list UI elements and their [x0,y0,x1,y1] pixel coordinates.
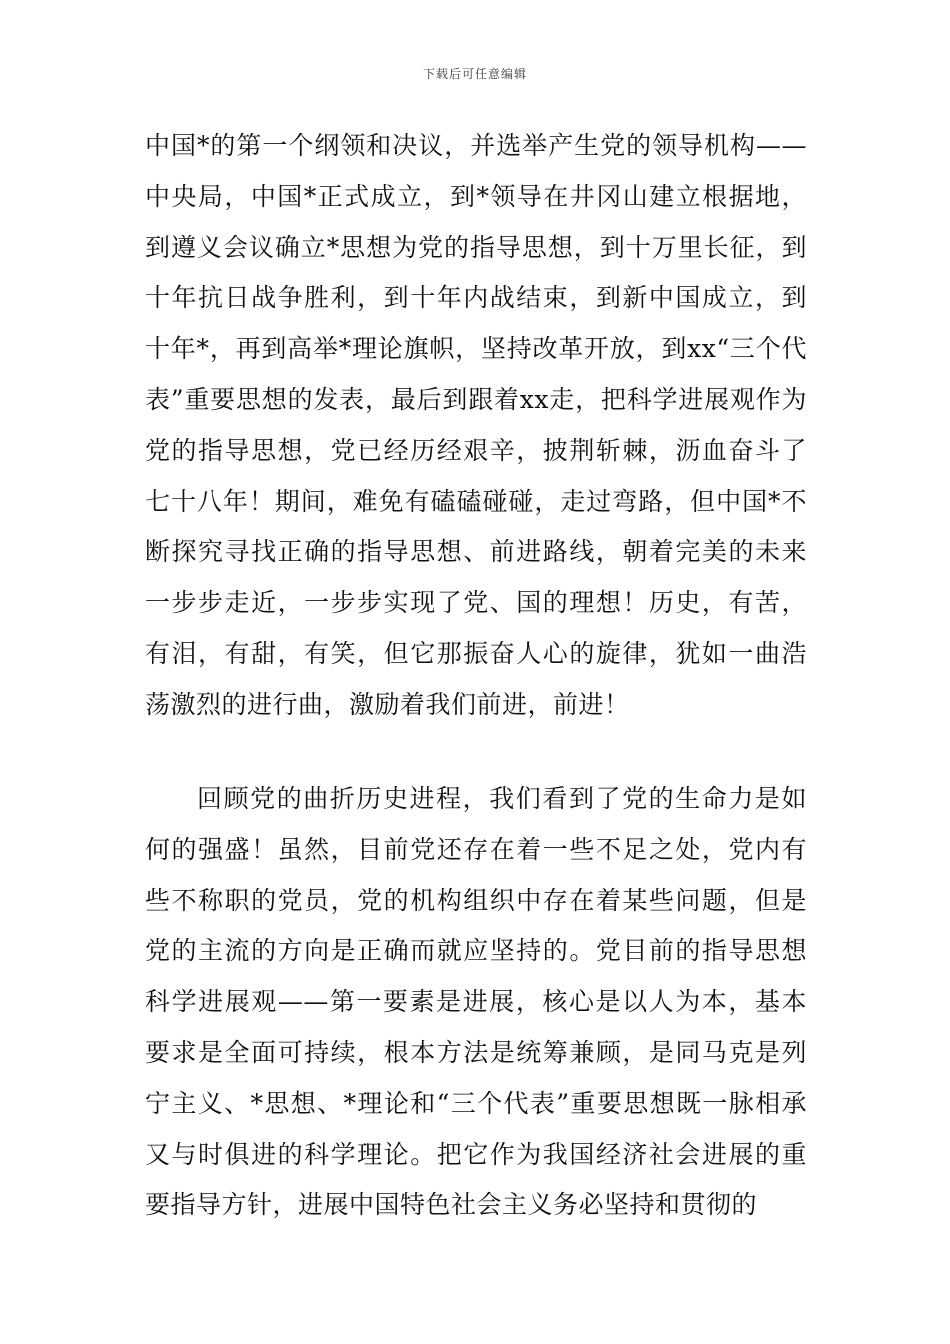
body-paragraph-2: 回顾党的曲折历史进程，我们看到了党的生命力是如何的强盛！虽然，目前党还存在着一些不足之处，党内有些不称职的党员，党的机构组织中存在着某些问题，但是党的主流的方向是正确而就应坚持的。党目前的指导思想科学进展观——第一要素是进展，核心是以人为本，基本要求是全面可持续，根本方法是统筹兼顾，是同马克是列宁主义、*思想、*理论和“三个代表”重要思想既一脉相承又与时俱进的科学理论。把它作为我国经济社会进展的重要指导方针，进展中国特色社会主义务必坚持和贯彻的 [145,784,807,1220]
page-header: 下载后可任意编辑 [422,67,527,81]
body-paragraph-1: 中国*的第一个纲领和决议，并选举产生党的领导机构——中央局，中国*正式成立，到*领导在井冈山建立根据地，到遵义会议确立*思想为党的指导思想，到十万里长征，到十年抗日战争胜利，到十年内战结束，到新中国成立，到十年*，再到高举*理论旗帜，坚持改革开放，到xx“三个代表”重要思想的发表，最后到跟着xx走，把科学进展观作为党的指导思想，党已经历经艰辛，披荆斩棘，沥血奋斗了七十八年！期间，难免有磕磕碰碰，走过弯路，但中国*不断探究寻找正确的指导思想、前进路线，朝着完美的未来一步步走近，一步步实现了党、国的理想！历史，有苦，有泪，有甜，有笑，但它那振奋人心的旋律，犹如一曲浩荡激烈的进行曲，激励着我们前进，前进！ [145,131,807,719]
